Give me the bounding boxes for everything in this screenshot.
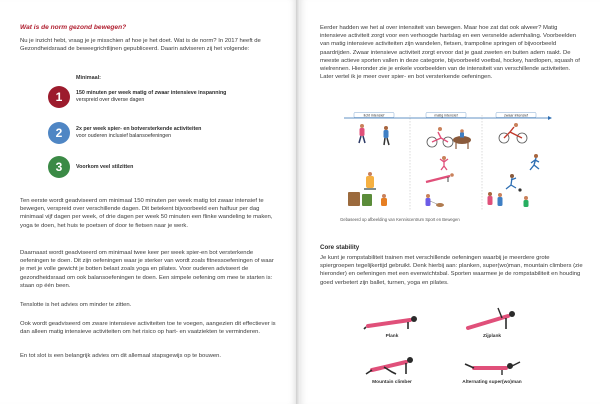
recommendation-sub: verspreid over diverse dagen (76, 97, 145, 103)
horse-riding-figure-icon (453, 129, 471, 149)
walking-figure-icon (359, 124, 365, 143)
paragraph-150-minutes: Ten eerste wordt geadviseerd om minimaal 150 minuten per week matig tot zwaar intensief te bewegen, verspreid over verschillende dagen. Dit betekent bijvoorbeeld een halfuur per dag minimaal vijf dagen per week, of drie dagen per week 50 minuten een flinke wandeling te maken, yoga te doen, het huis te poetsen of door te fietsen naar je werk. (20, 198, 273, 229)
recommendation-number-1: 1 (48, 86, 70, 108)
paragraph-zwaar-intensief: Ook wordt geadviseerd om zware intensieve activiteiten toe te voegen, aangezien dit effectiever is dan alleen matig intensieve activiteiten om het risico op hart- en vaatziekten te verminderen. (20, 321, 276, 336)
exercise-label-superman: Alternating super(wo)man (462, 380, 522, 385)
push-up-figure-icon (426, 173, 454, 182)
column-label-light: licht intensief (363, 113, 385, 118)
sitting-figure-icon (364, 172, 376, 190)
intro-paragraph: Nu je inzicht hebt, vraag je je misschien af hoe je het doet. Wat is de norm? In 2017 heeft de Gezondheidsraad de beweegrichtlijnen gepubliceerd. Daarin adviseren zij het volgende: (20, 38, 261, 53)
recommendation-sub: voor ouderen inclusief balansoefeningen (76, 133, 172, 139)
right-page (300, 0, 600, 404)
recommendation-number-3: 3 (48, 156, 70, 178)
recommendation-title: 150 minuten per week matig of zwaar intensieve inspanning (76, 90, 227, 96)
exercise-label-mountain-climber: Mountain climber (372, 380, 412, 385)
left-page (0, 0, 296, 404)
column-label-heavy: zwaar intensief (504, 113, 528, 118)
recommendation-title: Voorkom veel stilzitten (76, 164, 134, 170)
recommendation-1 (76, 90, 236, 104)
figure-caption: Gebaseerd op afbeelding van Kenniscentrum Sport en Bewegen (340, 217, 460, 222)
recommendation-number-2: 2 (48, 122, 70, 144)
dog-walking-figure-icon (426, 194, 445, 207)
intensity-paragraph: Eerder hadden we het al over intensiteit van bewegen. Maar hoe zat dat ook alweer? Matig intensieve activiteit zorgt voor een verhoogde hartslag en een versnelde ademhaling. Voorbeelden van matig intensieve activiteiten zijn wandelen, fietsen, trampoline springen of bijvoorbeeld paardrijden. Zwaar intensieve activiteit zorgt ervoor dat je gaat zweten en buiten adem raakt. De meeste actieve sporten vallen in deze categorie, bijvoorbeeld voetbal, hockey, hardlopen, squash of wielrennen. Hieronder zie je enkele voorbeelden van de intensiteit van verschillende activiteiten. Later vertel ik je meer over spier- en bot versterkende oefeningen. (320, 25, 580, 81)
recommendation-3 (76, 164, 236, 171)
section-heading: Wat is de norm gezond bewegen? (20, 24, 127, 31)
racing-bike-figure-icon (499, 123, 527, 143)
paragraph-spier-bot: Daarnaast wordt geadviseerd om minimaal twee keer per week spier-en bot versterkende oefeningen te doen. Dit zijn oefeningen waar je sterker van wordt zoals fitnessoefeningen of waar je met je volle gewicht je botten belast zoals yoga en pilates. Voor ouderen adviseert de gezondheidsraad om ook balansoefeningen te doen. Een simpele oefening om mee te starten is: staan op één been. (20, 250, 274, 289)
paragraph-stapsgewijs: En tot slot is een belangrijk advies om dit allemaal stapsgewijs op te bouwen. (20, 353, 222, 359)
running-figure-icon (530, 154, 539, 170)
mountain-climber-figure-icon (362, 352, 422, 376)
gardening-figure-icon (348, 192, 387, 206)
cleaning-figure-icon (384, 126, 390, 145)
paragraph-minder-zitten: Tenslotte is het advies om minder te zitten. (20, 302, 132, 308)
minimaal-label: Minimaal: (76, 75, 101, 81)
core-stability-heading: Core stability (320, 244, 360, 251)
intensity-illustration (340, 112, 552, 212)
cycling-figure-icon (427, 127, 453, 147)
plank-figure-icon (362, 310, 422, 332)
group-exercise-figure-icon (488, 192, 529, 207)
recommendation-title: 2x per week spier- en botversterkende activiteiten (76, 126, 202, 132)
core-stability-paragraph: Je kunt je rompstabiliteit trainen met verschillende oefeningen waarbij je meerdere grote spiergroepen tegelijkertijd gebruikt. Denk hierbij aan: planken, super(wo)man, mountain climbers (zie hieronder) en oefeningen met een evenwichtsbal. Sporten waarmee je de rompstabiliteit en houding goed verbetert zijn ballet, turnen, yoga en pilates. (320, 255, 583, 286)
column-label-moderate: matig intensief (434, 113, 458, 118)
side-plank-figure-icon (462, 306, 522, 332)
exercise-label-zijplank: Zijplank (482, 334, 502, 339)
superman-figure-icon (462, 354, 522, 376)
trampoline-figure-icon (440, 156, 448, 170)
recommendation-2 (76, 126, 236, 140)
exercise-label-plank: Plank (385, 334, 399, 339)
football-figure-icon (506, 174, 522, 192)
